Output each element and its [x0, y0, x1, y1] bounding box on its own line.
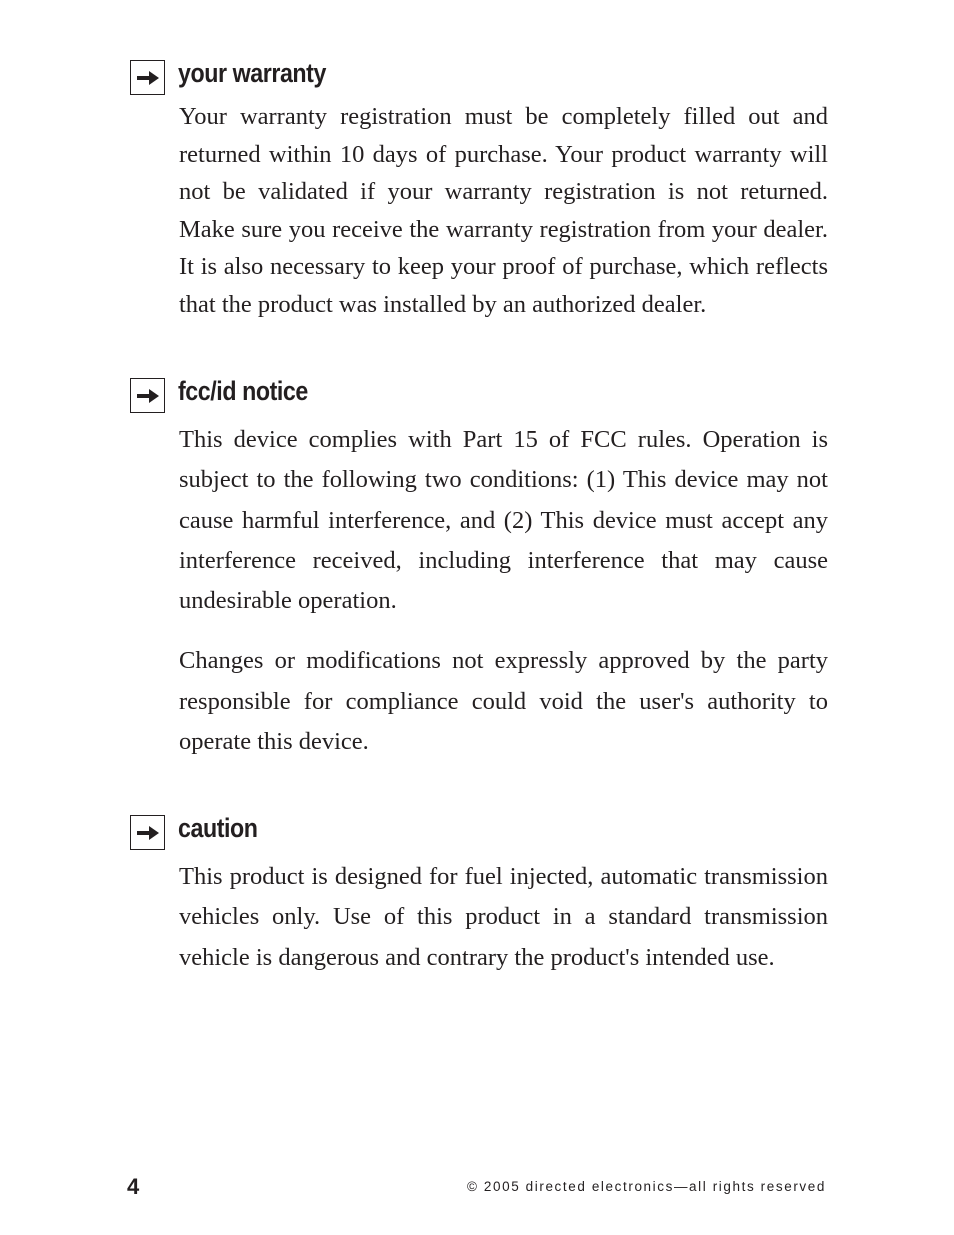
- section-heading-row: [130, 378, 828, 418]
- section-heading: fcc/id notice: [178, 376, 308, 406]
- arrow-right-icon: [130, 378, 165, 413]
- section-paragraph: This product is designed for fuel injected, automatic transmission vehicles only. Use of this product in a standard transmission vehicle is dangerous and contrary the product's intended use.: [179, 863, 828, 971]
- section-caution: [130, 815, 828, 978]
- section-fcc-id-notice: [130, 378, 828, 762]
- copyright-footer: © 2005 directed electronics—all rights reserved: [466, 1179, 826, 1194]
- section-heading-row: [130, 60, 828, 100]
- section-heading: caution: [178, 813, 258, 843]
- section-paragraph: This device complies with Part 15 of FCC rules. Operation is subject to the following two conditions: (1) This device may not cause harmful interference, and (2) This device must accept any interference received, including interference that may cause undesirable operation.: [179, 426, 828, 615]
- arrow-right-icon: [130, 815, 165, 850]
- page-number: 4: [127, 1174, 140, 1199]
- section-heading: your warranty: [178, 58, 326, 88]
- section-your-warranty: [130, 60, 828, 324]
- section-paragraph: Your warranty registration must be completely filled out and returned within 10 days of purchase. Your product warranty will not be validated if your warranty registration is not returned. Make sure you receive the warranty registration from your dealer. It is also necessary to keep your proof of purchase, which reflects that the product was installed by an authorized dealer.: [179, 103, 828, 318]
- section-paragraph: Changes or modifications not expressly approved by the party responsible for compliance could void the user's authority to operate this device.: [179, 647, 828, 756]
- arrow-right-icon: [130, 60, 165, 95]
- section-heading-row: [130, 815, 828, 855]
